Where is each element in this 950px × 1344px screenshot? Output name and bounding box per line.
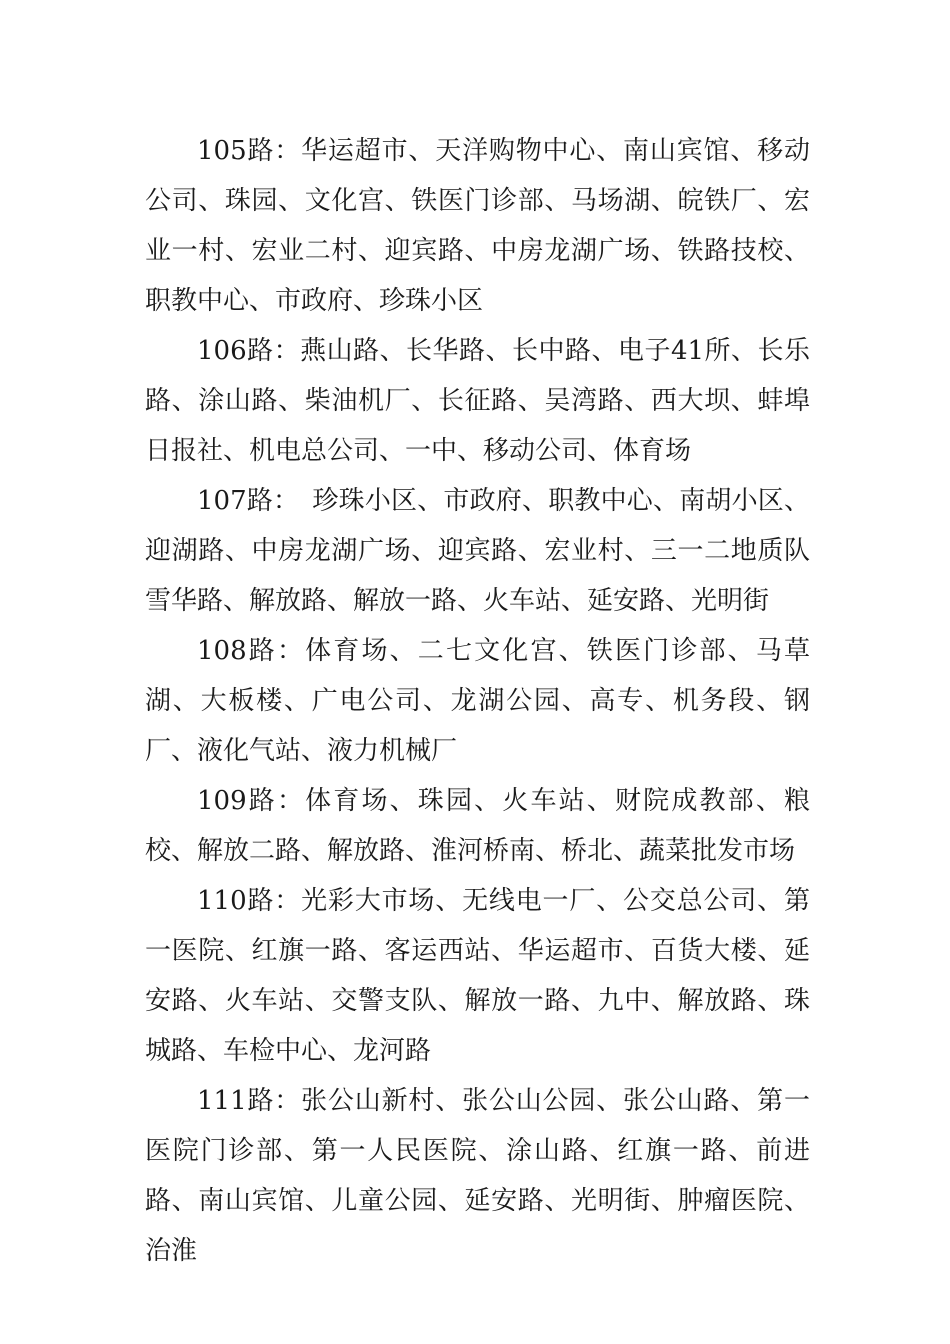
route-105-paragraph: 105路：华运超市、天洋购物中心、南山宾馆、移动公司、珠园、文化宫、铁医门诊部、马场湖、皖铁厂、宏业一村、宏业二村、迎宾路、中房龙湖广场、铁路技校、职教中心、市政府、珍珠小区 <box>145 136 810 316</box>
route-111-paragraph: 111路：张公山新村、张公山公园、张公山路、第一医院门诊部、第一人民医院、涂山路、红旗一路、前进路、南山宾馆、儿童公园、延安路、光明街、肿瘤医院、治淮 <box>145 1086 810 1266</box>
route-106-paragraph: 106路：燕山路、长华路、长中路、电子41所、长乐路、涂山路、柴油机厂、长征路、吴湾路、西大坝、蚌埠日报社、机电总公司、一中、移动公司、体育场 <box>145 336 810 466</box>
route-110-paragraph: 110路：光彩大市场、无线电一厂、公交总公司、第一医院、红旗一路、客运西站、华运超市、百货大楼、延安路、火车站、交警支队、解放一路、九中、解放路、珠城路、车检中心、龙河路 <box>145 886 810 1066</box>
route-109-paragraph: 109路：体育场、珠园、火车站、财院成教部、粮校、解放二路、解放路、淮河桥南、桥北、蔬菜批发市场 <box>145 786 810 866</box>
document-body <box>145 126 810 1276</box>
route-108-paragraph: 108路：体育场、二七文化宫、铁医门诊部、马草湖、大板楼、广电公司、龙湖公园、高专、机务段、钢厂、液化气站、液力机械厂 <box>145 636 810 766</box>
route-107-paragraph: 107路： 珍珠小区、市政府、职教中心、南胡小区、迎湖路、中房龙湖广场、迎宾路、宏业村、三一二地质队雪华路、解放路、解放一路、火车站、延安路、光明街 <box>145 486 810 616</box>
